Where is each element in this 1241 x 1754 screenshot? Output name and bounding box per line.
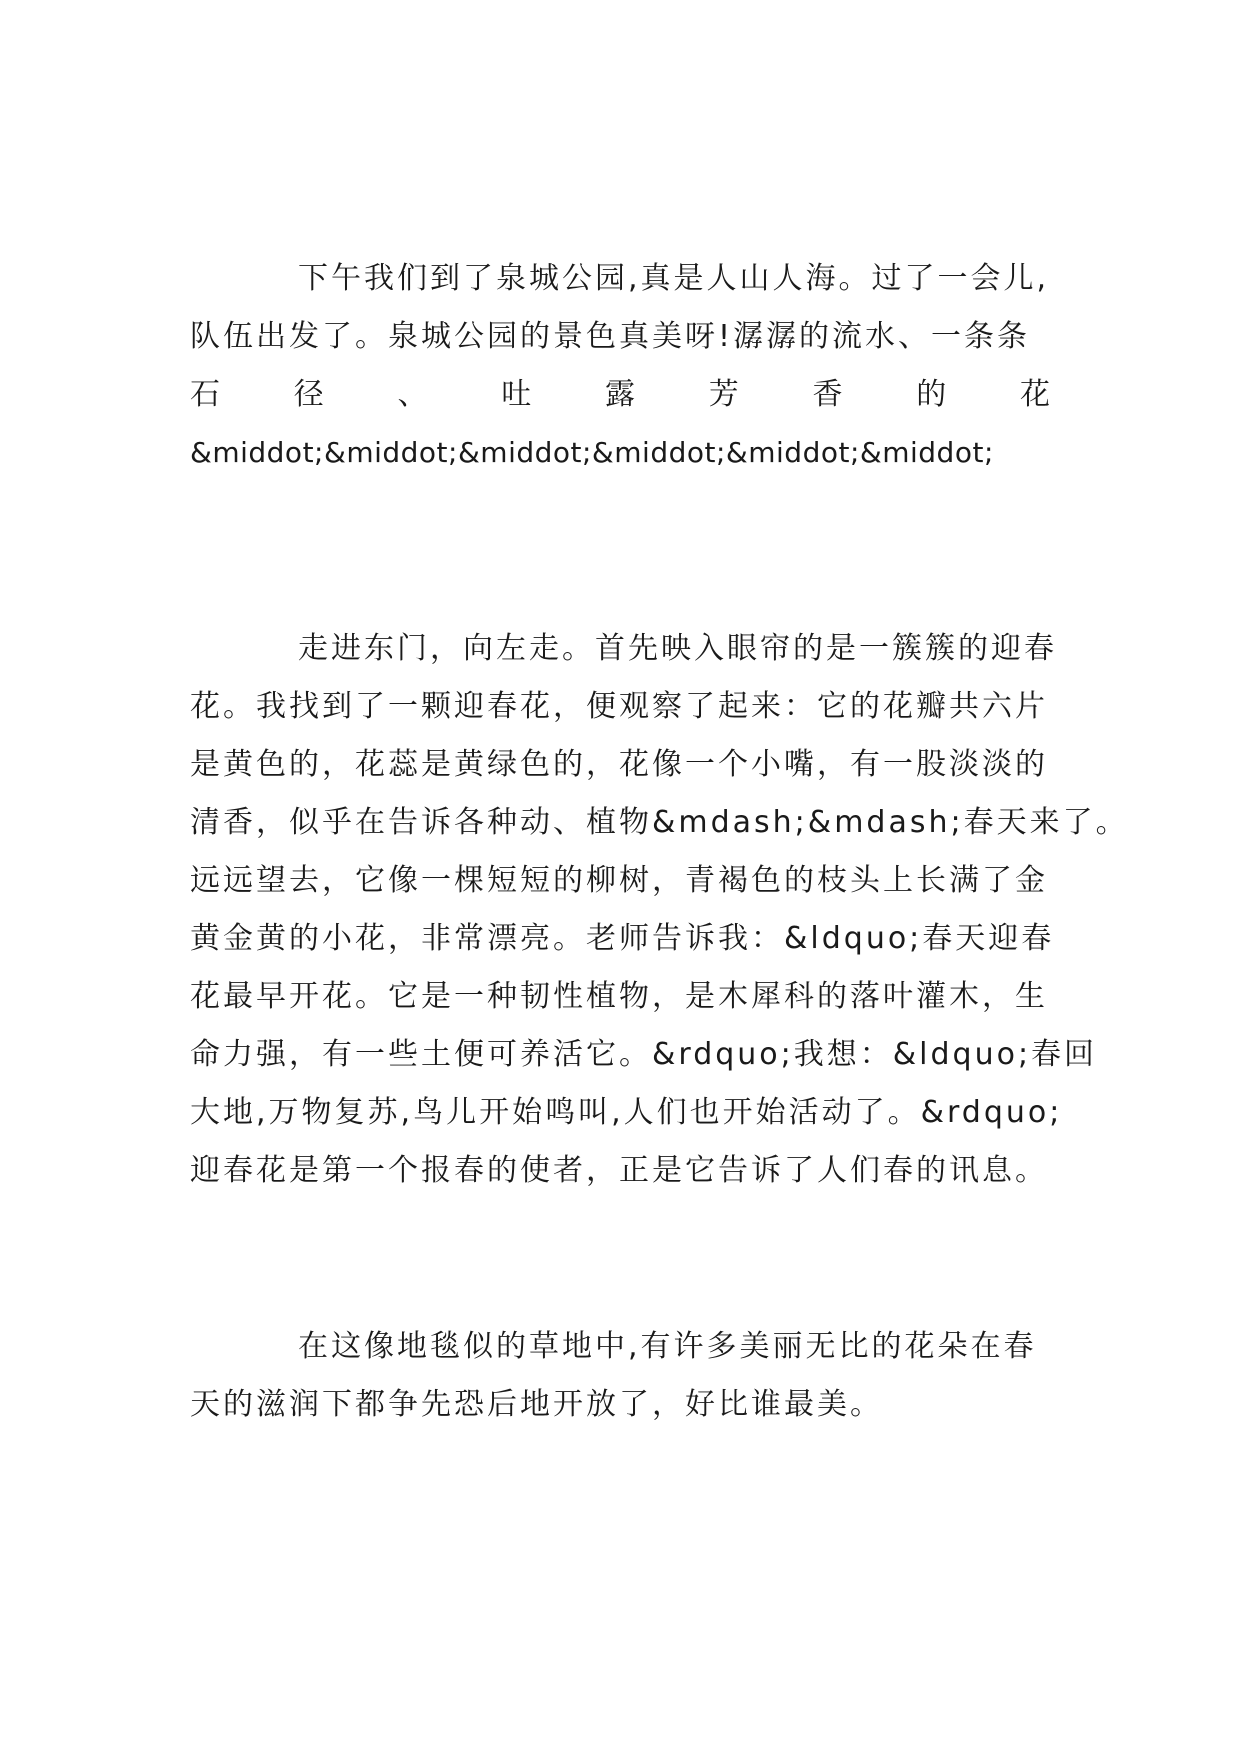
text-line: 下午我们到了泉城公园,真是人山人海。过了一会儿, xyxy=(298,261,1050,296)
text-line: 清香，似乎在告诉各种动、植物&mdash;&mdash;春天来了。 xyxy=(190,805,1129,840)
text-line: &middot;&middot;&middot;&middot;&middot;&middot; xyxy=(190,436,994,469)
text-char: 花 xyxy=(1020,377,1050,412)
text-line-justified xyxy=(190,366,1060,424)
text-line: 在这像地毯似的草地中,有许多美丽无比的花朵在春 xyxy=(298,1329,1037,1364)
text-line: 命力强，有一些土便可养活它。&rdquo;我想：&ldquo;春回 xyxy=(190,1037,1098,1072)
text-char: 露 xyxy=(605,377,635,412)
text-char: 吐 xyxy=(501,377,532,412)
text-line: 花最早开花。它是一种韧性植物，是木犀科的落叶灌木，生 xyxy=(190,979,1048,1014)
text-line: 迎春花是第一个报春的使者，正是它告诉了人们春的讯息。 xyxy=(190,1153,1048,1188)
text-line: 黄金黄的小花，非常漂亮。老师告诉我：&ldquo;春天迎春 xyxy=(190,921,1055,956)
text-char: 石 xyxy=(190,377,220,412)
text-char: 径 xyxy=(293,377,324,412)
text-line: 花。我找到了一颗迎春花，便观察了起来：它的花瓣共六片 xyxy=(190,689,1048,724)
text-line: 大地,万物复苏,鸟儿开始鸣叫,人们也开始活动了。&rdquo; xyxy=(190,1095,1063,1130)
text-line: 天的滋润下都争先恐后地开放了，好比谁最美。 xyxy=(190,1387,883,1422)
text-char: 香 xyxy=(812,377,843,412)
paragraph-3 xyxy=(190,1318,1060,1434)
text-line: 走进东门，向左走。首先映入眼帘的是一簇簇的迎春 xyxy=(298,631,1057,666)
paragraph-2 xyxy=(190,620,1129,1200)
paragraph-1 xyxy=(190,250,1060,482)
text-line: 队伍出发了。泉城公园的景色真美呀!潺潺的流水、一条条 xyxy=(190,319,1031,354)
text-line: 远远望去，它像一棵短短的柳树，青褐色的枝头上长满了金 xyxy=(190,863,1048,898)
text-char: 、 xyxy=(397,377,428,412)
text-char: 的 xyxy=(916,377,947,412)
text-line: 是黄色的，花蕊是黄绿色的，花像一个小嘴，有一股淡淡的 xyxy=(190,747,1048,782)
text-char: 芳 xyxy=(708,377,739,412)
